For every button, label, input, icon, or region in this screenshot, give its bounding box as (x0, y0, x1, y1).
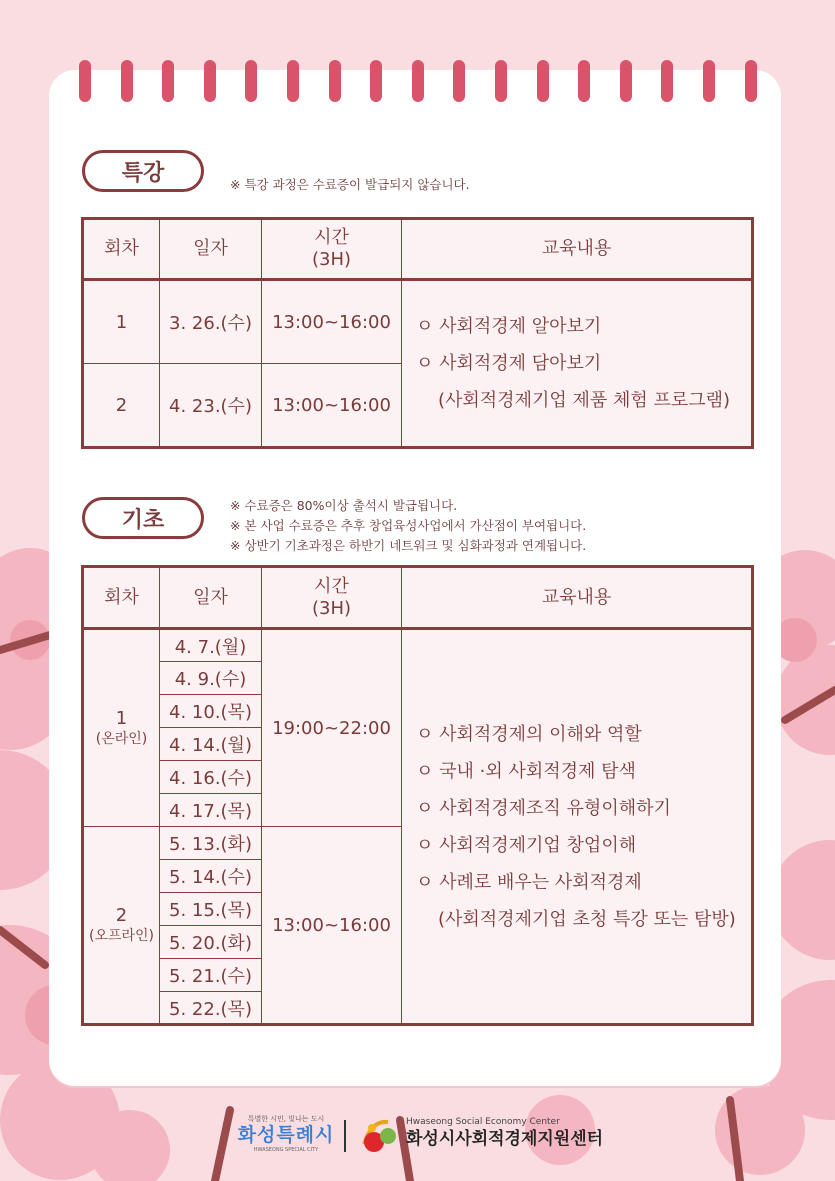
binder-ring (703, 60, 715, 102)
basic-content (402, 629, 753, 1025)
header-time: 시간 (3H) (262, 219, 402, 280)
basic-date: 5. 14.(수) (160, 860, 262, 893)
basic-content-line: ㅇ 국내 ·외 사회적경제 탐색 (416, 760, 636, 782)
basic-date: 4. 16.(수) (160, 761, 262, 794)
binder-ring (370, 60, 382, 102)
binder-ring (245, 60, 257, 102)
header-date: 일자 (160, 567, 262, 629)
basic-badge: 기초 (82, 497, 204, 539)
special-content-line: ㅇ 사회적경제 알아보기 (416, 316, 602, 337)
logo-divider (344, 1120, 346, 1152)
basic-date: 5. 20.(화) (160, 926, 262, 959)
basic-date: 4. 9.(수) (160, 662, 262, 695)
basic-content-line: ㅇ 사례로 배우는 사회적경제 (416, 871, 642, 893)
basic-date: 4. 14.(월) (160, 728, 262, 761)
special-time-1: 13:00~16:00 (262, 280, 402, 364)
basic-date: 5. 15.(목) (160, 893, 262, 926)
binder-ring (162, 60, 174, 102)
header-time: 시간 (3H) (262, 567, 402, 629)
binder-ring (661, 60, 673, 102)
basic-note-3: ※ 상반기 기초과정은 하반기 네트워크 및 심화과정과 연계됩니다. (230, 538, 587, 553)
binder-rings (79, 60, 769, 102)
footer (0, 1098, 835, 1168)
basic-date: 4. 10.(목) (160, 695, 262, 728)
basic-content-line: ㅇ 사회적경제기업 창업이해 (416, 834, 637, 856)
binder-ring (537, 60, 549, 102)
binder-ring (79, 60, 91, 102)
basic-round-2: 2 (오프라인) (83, 827, 160, 1025)
hwaseong-city-logo: 특별한 시민, 빛나는 도시 화성특례시 HWASEONG SPECIAL CITY (237, 1115, 335, 1153)
binder-ring (204, 60, 216, 102)
special-schedule-table (81, 217, 754, 449)
basic-time-2: 13:00~16:00 (262, 827, 402, 1025)
binder-ring (287, 60, 299, 102)
basic-content-line: (사회적경제기업 초청 특강 또는 탐방) (438, 908, 736, 930)
special-content-line: ㅇ 사회적경제 담아보기 (416, 353, 602, 374)
binder-ring (495, 60, 507, 102)
basic-date: 5. 22.(목) (160, 992, 262, 1025)
binder-ring (329, 60, 341, 102)
special-time-2: 13:00~16:00 (262, 364, 402, 448)
basic-date: 4. 17.(목) (160, 794, 262, 827)
binder-ring (578, 60, 590, 102)
binder-ring (453, 60, 465, 102)
special-note: ※ 특강 과정은 수료증이 발급되지 않습니다. (230, 177, 470, 192)
header-content: 교육내용 (402, 219, 753, 280)
special-round-2: 2 (83, 364, 160, 448)
special-date-2: 4. 23.(수) (160, 364, 262, 448)
binder-ring (121, 60, 133, 102)
basic-date: 5. 13.(화) (160, 827, 262, 860)
special-content (402, 280, 753, 448)
basic-content-line: ㅇ 사회적경제조직 유형이해하기 (416, 797, 671, 819)
basic-date: 5. 21.(수) (160, 959, 262, 992)
basic-note-1: ※ 수료증은 80%이상 출석시 발급됩니다. (230, 498, 458, 513)
special-badge: 특강 (82, 150, 204, 192)
basic-round-1: 1 (온라인) (83, 629, 160, 827)
basic-time-1: 19:00~22:00 (262, 629, 402, 827)
header-date: 일자 (160, 219, 262, 280)
header-round: 회차 (83, 219, 160, 280)
binder-ring (745, 60, 757, 102)
basic-note-2: ※ 본 사업 수료증은 추후 창업육성사업에서 가산점이 부여됩니다. (230, 518, 587, 533)
special-date-1: 3. 26.(수) (160, 280, 262, 364)
binder-ring (412, 60, 424, 102)
basic-content-line: ㅇ 사회적경제의 이해와 역할 (416, 723, 642, 745)
binder-ring (620, 60, 632, 102)
header-content: 교육내용 (402, 567, 753, 629)
basic-schedule-table (81, 565, 754, 1026)
header-round: 회차 (83, 567, 160, 629)
social-economy-center-logo-icon (358, 1114, 402, 1158)
special-round-1: 1 (83, 280, 160, 364)
special-content-line: (사회적경제기업 제품 체험 프로그램) (438, 390, 731, 411)
center-name: Hwaseong Social Economy Center 화성시사회적경제지원센터 (406, 1117, 604, 1149)
basic-date: 4. 7.(월) (160, 629, 262, 662)
